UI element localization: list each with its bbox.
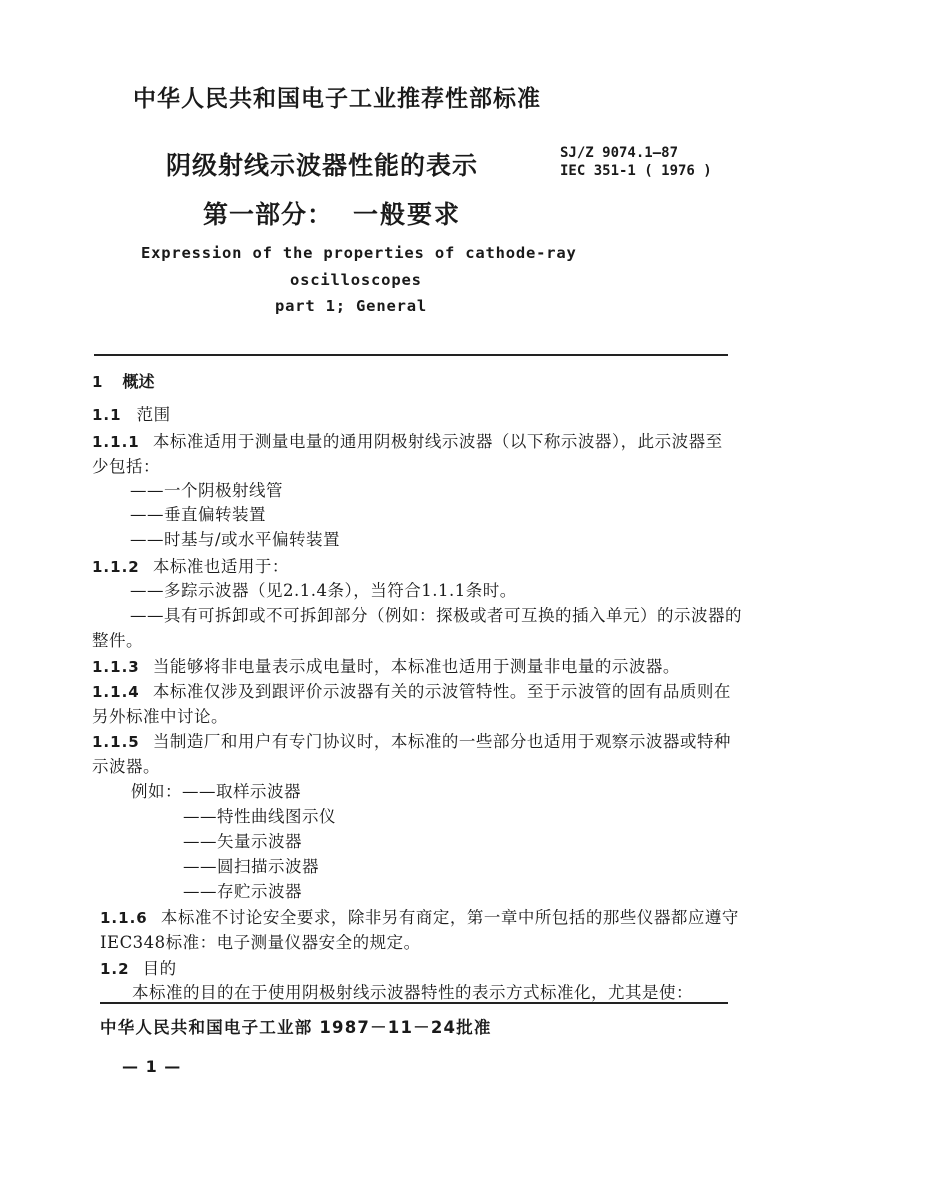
section-text: 范围 bbox=[136, 405, 171, 424]
list-item: ——垂直偏转装置 bbox=[130, 505, 266, 524]
standard-header: 中华人民共和国电子工业推荐性部标准 bbox=[133, 86, 541, 112]
iec-code: IEC 351-1 ( 1976 ) bbox=[560, 163, 712, 179]
section-heading bbox=[100, 955, 177, 979]
approval-line: 中华人民共和国电子工业部 1987－11－24批准 bbox=[100, 1018, 492, 1037]
paragraph-line bbox=[92, 678, 731, 702]
bottom-divider bbox=[100, 1002, 728, 1004]
part-title: 一般要求 bbox=[353, 200, 462, 229]
section-text: 当能够将非电量表示成电量时，本标准也适用于测量非电量的示波器。 bbox=[152, 657, 680, 676]
paragraph-line: 示波器。 bbox=[92, 757, 160, 776]
section-text: 本标准仅涉及到跟评价示波器有关的示波管特性。至于示波管的固有品质则在 bbox=[152, 682, 731, 701]
page-number: — 1 — bbox=[122, 1057, 182, 1076]
section-number: 1.1.1 bbox=[92, 433, 140, 451]
section-number: 1.1.5 bbox=[92, 733, 140, 751]
section-text: 概述 bbox=[122, 372, 155, 391]
section-text: 本标准不讨论安全要求，除非另有商定，第一章中所包括的那些仪器都应遵守 bbox=[160, 908, 739, 927]
paragraph-line: 整件。 bbox=[92, 631, 143, 650]
english-title-line-1: Expression of the properties of cathode-ray bbox=[141, 244, 577, 262]
section-text: 当制造厂和用户有专门协议时，本标准的一些部分也适用于观察示波器或特种 bbox=[152, 732, 731, 751]
top-divider bbox=[94, 354, 728, 356]
standard-code: SJ/Z 9074.1—87 bbox=[560, 145, 679, 161]
paragraph-line: 另外标准中讨论。 bbox=[92, 707, 228, 726]
section-text: 本标准适用于测量电量的通用阴极射线示波器（以下称示波器），此示波器至 bbox=[152, 432, 723, 451]
list-item: ——一个阴极射线管 bbox=[130, 481, 283, 500]
list-item: ——圆扫描示波器 bbox=[183, 857, 319, 876]
section-number: 1.1.2 bbox=[92, 558, 140, 576]
paragraph-line bbox=[100, 904, 739, 928]
paragraph-line: 少包括： bbox=[92, 457, 160, 476]
english-title-line-2: oscilloscopes bbox=[290, 271, 422, 289]
paragraph-line: IEC348标准：电子测量仪器安全的规定。 bbox=[100, 933, 421, 952]
section-number: 1.1 bbox=[92, 406, 122, 424]
list-item: ——多踪示波器（见2.1.4条），当符合1.1.1条时。 bbox=[130, 581, 517, 600]
list-item: ——具有可拆卸或不可拆卸部分（例如：探极或者可互换的插入单元）的示波器的 bbox=[130, 606, 742, 625]
list-item: ——矢量示波器 bbox=[183, 832, 302, 851]
section-number: 1.1.3 bbox=[92, 658, 140, 676]
list-item: ——时基与/或水平偏转装置 bbox=[130, 530, 341, 549]
section-number: 1.2 bbox=[100, 960, 130, 978]
part-label: 第一部分： bbox=[203, 200, 334, 229]
list-item: 例如：——取样示波器 bbox=[131, 782, 301, 801]
section-text: 本标准也适用于： bbox=[152, 557, 289, 576]
english-title-line-3: part 1; General bbox=[275, 297, 427, 315]
section-text: 目的 bbox=[142, 959, 177, 978]
section-heading bbox=[92, 401, 171, 425]
section-number: 1 bbox=[92, 373, 104, 391]
section-number: 1.1.6 bbox=[100, 909, 148, 927]
list-item: ——存贮示波器 bbox=[183, 882, 302, 901]
paragraph-line bbox=[92, 728, 731, 752]
paragraph-line bbox=[92, 653, 680, 677]
section-number: 1.1.4 bbox=[92, 683, 140, 701]
section-heading bbox=[92, 369, 155, 392]
paragraph-line: 本标准的目的在于使用阴极射线示波器特性的表示方式标准化，尤其是使： bbox=[132, 983, 693, 1002]
document-title: 阴级射线示波器性能的表示 bbox=[166, 151, 479, 180]
paragraph-line bbox=[92, 553, 289, 577]
paragraph-line bbox=[92, 428, 723, 452]
list-item: ——特性曲线图示仪 bbox=[183, 807, 336, 826]
